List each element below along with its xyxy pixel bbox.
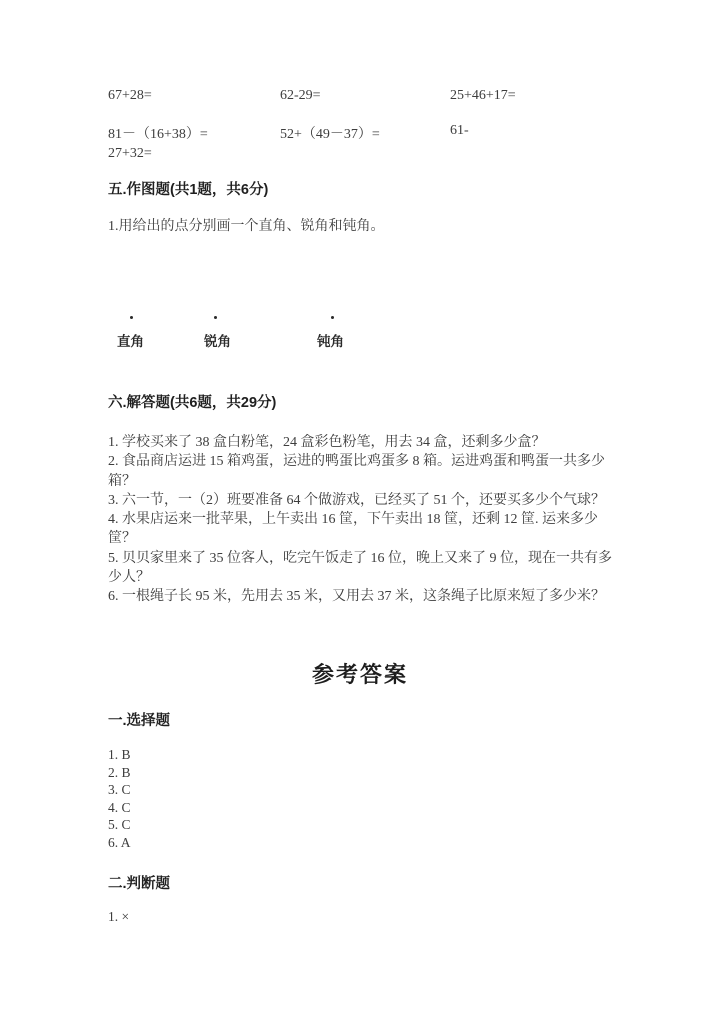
answers-title: 参考答案 [311, 662, 408, 687]
section-draw-header: 五.作图题(共1题，共6分) [108, 182, 269, 198]
word-problem: 3. 六一节，一（2）班要准备 64 个做游戏，已经买了 51 个，还要买多少个气球？ [108, 492, 605, 508]
calc-expression: 81－（16+38）= [108, 127, 208, 142]
judge-answer: 1. × [108, 909, 130, 924]
angle-point-dot [214, 316, 217, 319]
choice-answer: 6. A [108, 834, 131, 850]
choice-answer: 5. C [108, 817, 131, 833]
word-problem: 4. 水果店运来一批苹果，上午卖出 16 筐，下午卖出 18 筐，还剩 12 筐. 运来多少筐？ [108, 512, 598, 547]
word-problem: 2. 食品商店运进 15 箱鸡蛋，运进的鸭蛋比鸡蛋多 8 箱。运进鸡蛋和鸭蛋一共多少箱？ [108, 454, 605, 489]
calc-expression: 25+46+17= [450, 88, 516, 103]
draw-question: 1.用给出的点分别画一个直角、锐角和钝角。 [108, 219, 385, 234]
angle-point-dot [130, 316, 133, 319]
answers-choice-header: 一.选择题 [108, 713, 171, 729]
calc-row-1 [108, 88, 614, 106]
section-solve-header: 六.解答题(共6题，共29分) [108, 395, 277, 411]
angle-label-acute: 锐角 [204, 334, 231, 349]
calc-row-2 [108, 123, 614, 141]
choice-answer-list [108, 746, 131, 852]
choice-answer: 2. B [108, 764, 131, 780]
choice-answer: 1. B [108, 747, 131, 762]
word-problem: 5. 贝贝家里来了 35 位客人，吃完午饭走了 16 位，晚上又来了 9 位，现在一共有多少人？ [108, 550, 612, 586]
calc-expression: 62-29= [280, 88, 321, 103]
calc-expression: 27+32= [108, 146, 152, 161]
word-problem: 6. 一根绳子长 95 米，先用去 35 米，又用去 37 米，这条绳子比原来短了多少米？ [108, 589, 605, 605]
calc-expression: 61- [450, 123, 469, 138]
calc-expression: 67+28= [108, 88, 152, 103]
calc-row-3 [108, 146, 614, 164]
word-problem: 1. 学校买来了 38 盒白粉笔，24 盒彩色粉笔，用去 34 盒，还剩多少盒？ [108, 435, 546, 450]
angle-point-dot [331, 316, 334, 319]
angle-label-right: 直角 [117, 334, 144, 349]
word-problem-list [108, 433, 615, 607]
choice-answer: 3. C [108, 782, 131, 798]
answers-judge-header: 二.判断题 [108, 876, 171, 892]
calc-expression: 52+（49－37）= [280, 127, 380, 142]
choice-answer: 4. C [108, 799, 131, 815]
angle-label-obtuse: 钝角 [317, 334, 344, 349]
